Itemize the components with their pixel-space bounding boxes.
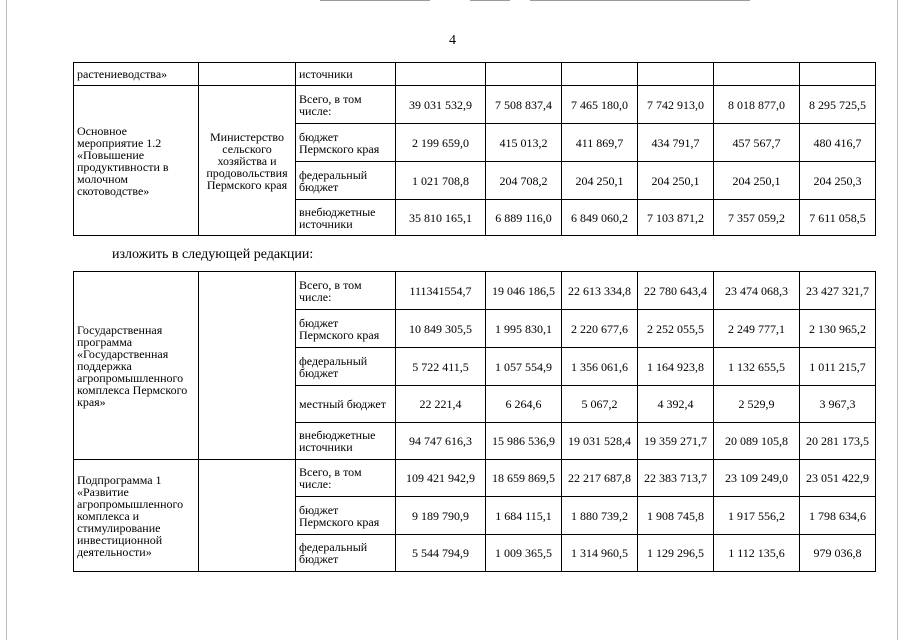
value-cell: 7 611 058,5	[800, 200, 876, 236]
value-cell: 204 708,2	[486, 162, 562, 200]
value-cell: 23 051 422,9	[800, 460, 876, 497]
row-name: растениеводства»	[74, 63, 199, 86]
value-cell: 6 264,6	[486, 386, 562, 423]
value-cell: 204 250,3	[800, 162, 876, 200]
value-cell: 2 252 055,5	[638, 310, 714, 348]
value-cell: 2 199 659,0	[396, 124, 486, 162]
value-cell: 204 250,1	[562, 162, 638, 200]
value-cell	[562, 63, 638, 86]
row-source: бюджет Пермского края	[296, 310, 396, 348]
value-cell: 94 747 616,3	[396, 423, 486, 460]
subprogram-name: Подпрограмма 1 «Развитие агропромышленного комплекса и стимулирование инвестиционной деятельности»	[74, 460, 199, 572]
value-cell: 1 129 296,5	[638, 535, 714, 572]
value-cell: 18 659 869,5	[486, 460, 562, 497]
row-source: местный бюджет	[296, 386, 396, 423]
value-cell	[638, 63, 714, 86]
value-cell: 35 810 165,1	[396, 200, 486, 236]
edit-caption: изложить в следующей редакции:	[112, 247, 314, 262]
top-rule	[320, 0, 430, 1]
value-cell: 109 421 942,9	[396, 460, 486, 497]
value-cell: 15 986 536,9	[486, 423, 562, 460]
executor-name	[199, 272, 296, 460]
value-cell: 457 567,7	[714, 124, 800, 162]
value-cell	[800, 63, 876, 86]
value-cell	[714, 63, 800, 86]
value-cell: 22 221,4	[396, 386, 486, 423]
value-cell: 7 465 180,0	[562, 86, 638, 124]
row-source: внебюджетные источники	[296, 200, 396, 236]
value-cell: 23 109 249,0	[714, 460, 800, 497]
value-cell: 23 474 068,3	[714, 272, 800, 310]
value-cell: 1 314 960,5	[562, 535, 638, 572]
value-cell: 20 281 173,5	[800, 423, 876, 460]
value-cell: 22 613 334,8	[562, 272, 638, 310]
program-name: Государственная программа «Государственная поддержка агропромышленного комплекса Пермского края»	[74, 272, 199, 460]
value-cell: 6 889 116,0	[486, 200, 562, 236]
value-cell: 5 544 794,9	[396, 535, 486, 572]
value-cell: 22 217 687,8	[562, 460, 638, 497]
row-source: бюджет Пермского края	[296, 497, 396, 535]
value-cell: 1 132 655,5	[714, 348, 800, 386]
value-cell: 7 508 837,4	[486, 86, 562, 124]
activity-name: Основное мероприятие 1.2 «Повышение продуктивности в молочном скотоводстве»	[74, 86, 199, 236]
row-source: Всего, в том числе:	[296, 460, 396, 497]
value-cell: 1 880 739,2	[562, 497, 638, 535]
value-cell: 204 250,1	[638, 162, 714, 200]
top-rule	[530, 0, 750, 1]
value-cell: 8 018 877,0	[714, 86, 800, 124]
page-number: 4	[449, 33, 456, 48]
executor-name	[199, 460, 296, 572]
value-cell: 1 356 061,6	[562, 348, 638, 386]
value-cell	[486, 63, 562, 86]
row-source: Всего, в том числе:	[296, 86, 396, 124]
value-cell: 7 103 871,2	[638, 200, 714, 236]
table-row	[74, 86, 876, 124]
value-cell: 979 036,8	[800, 535, 876, 572]
value-cell: 1 112 135,6	[714, 535, 800, 572]
row-source: федеральный бюджет	[296, 535, 396, 572]
row-source: источники	[296, 63, 396, 86]
row-source: Всего, в том числе:	[296, 272, 396, 310]
value-cell: 22 383 713,7	[638, 460, 714, 497]
value-cell: 3 967,3	[800, 386, 876, 423]
top-rule	[470, 0, 510, 1]
row-source: внебюджетные источники	[296, 423, 396, 460]
value-cell: 4 392,4	[638, 386, 714, 423]
table-row	[74, 272, 876, 310]
value-cell: 1 011 215,7	[800, 348, 876, 386]
value-cell: 7 357 059,2	[714, 200, 800, 236]
table-row	[74, 460, 876, 497]
value-cell: 2 249 777,1	[714, 310, 800, 348]
value-cell: 1 995 830,1	[486, 310, 562, 348]
value-cell: 411 869,7	[562, 124, 638, 162]
budget-table-new	[73, 271, 876, 572]
budget-table-old	[73, 62, 876, 236]
value-cell: 1 684 115,1	[486, 497, 562, 535]
table-row	[74, 63, 876, 86]
executor-name: Министерство сельского хозяйства и продовольствия Пермского края	[199, 86, 296, 236]
row-source: бюджет Пермского края	[296, 124, 396, 162]
value-cell: 480 416,7	[800, 124, 876, 162]
value-cell: 20 089 105,8	[714, 423, 800, 460]
value-cell: 111341554,7	[396, 272, 486, 310]
value-cell: 19 046 186,5	[486, 272, 562, 310]
value-cell: 1 021 708,8	[396, 162, 486, 200]
value-cell: 6 849 060,2	[562, 200, 638, 236]
value-cell: 19 359 271,7	[638, 423, 714, 460]
value-cell: 2 220 677,6	[562, 310, 638, 348]
value-cell: 1 798 634,6	[800, 497, 876, 535]
value-cell: 1 908 745,8	[638, 497, 714, 535]
row-executor	[199, 63, 296, 86]
value-cell: 5 067,2	[562, 386, 638, 423]
value-cell: 23 427 321,7	[800, 272, 876, 310]
value-cell: 1 164 923,8	[638, 348, 714, 386]
value-cell: 1 057 554,9	[486, 348, 562, 386]
value-cell: 9 189 790,9	[396, 497, 486, 535]
value-cell: 22 780 643,4	[638, 272, 714, 310]
value-cell: 10 849 305,5	[396, 310, 486, 348]
value-cell: 434 791,7	[638, 124, 714, 162]
value-cell: 5 722 411,5	[396, 348, 486, 386]
value-cell: 7 742 913,0	[638, 86, 714, 124]
value-cell: 2 130 965,2	[800, 310, 876, 348]
value-cell: 8 295 725,5	[800, 86, 876, 124]
value-cell: 415 013,2	[486, 124, 562, 162]
value-cell	[396, 63, 486, 86]
value-cell: 2 529,9	[714, 386, 800, 423]
value-cell: 19 031 528,4	[562, 423, 638, 460]
row-source: федеральный бюджет	[296, 348, 396, 386]
value-cell: 1 009 365,5	[486, 535, 562, 572]
value-cell: 1 917 556,2	[714, 497, 800, 535]
value-cell: 39 031 532,9	[396, 86, 486, 124]
row-source: федеральный бюджет	[296, 162, 396, 200]
value-cell: 204 250,1	[714, 162, 800, 200]
